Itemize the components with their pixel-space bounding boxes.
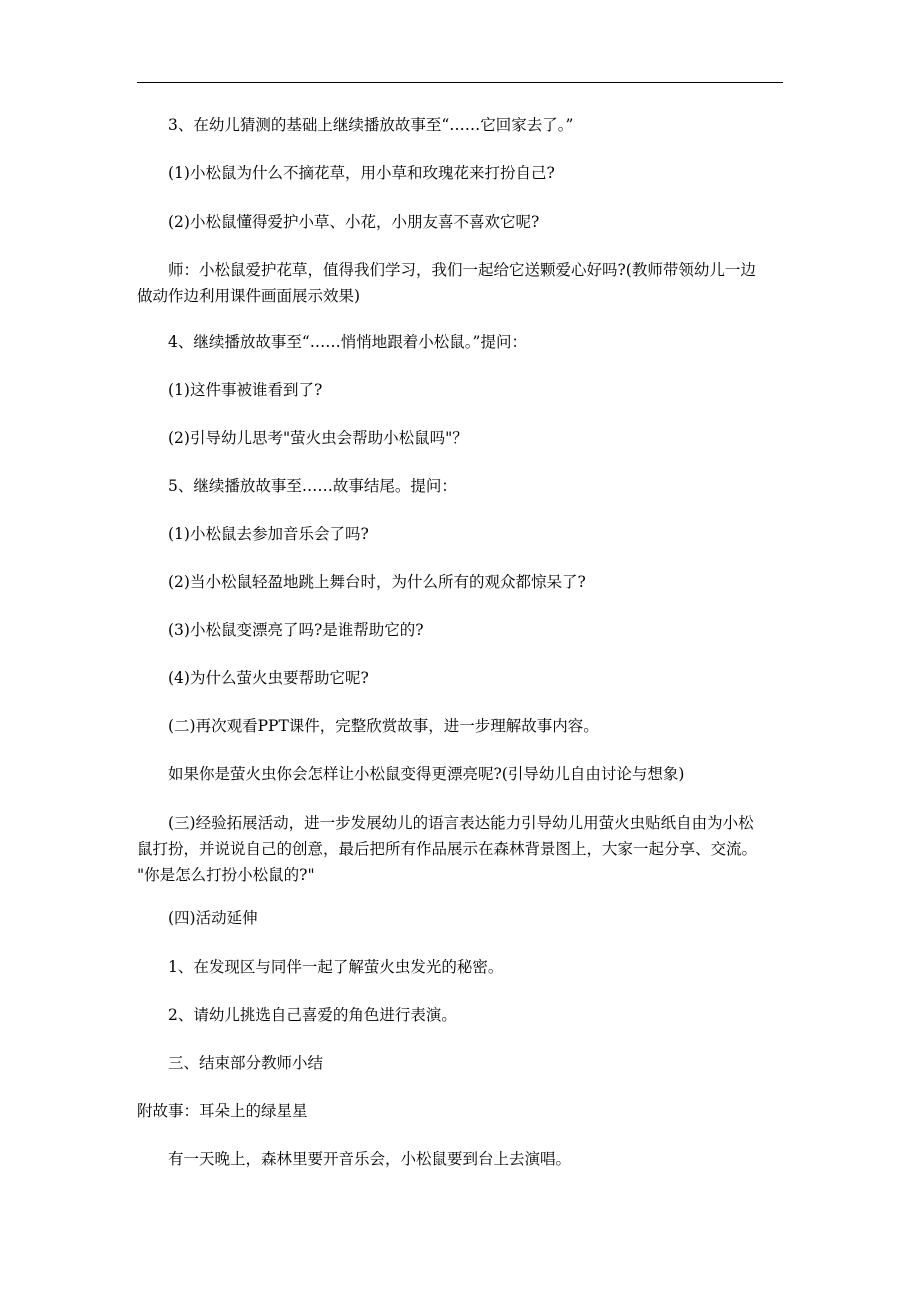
paragraph-extension-1 [137,954,787,980]
paragraph-extension-2 [137,1002,787,1028]
paragraph-question [137,617,787,643]
text-line: (三)经验拓展活动，进一步发展幼儿的语言表达能力引导幼儿用萤火虫贴纸自由为小松 [168,814,754,832]
text-line: (2)引导幼儿思考"萤火虫会帮助小松鼠吗"？ [168,429,468,447]
text-line: (四)活动延伸 [168,909,258,927]
text-line: 4、继续播放故事至“……悄悄地跟着小松鼠。”提问： [168,333,527,351]
text-line: (3)小松鼠变漂亮了吗?是谁帮助它的? [168,621,424,639]
text-line: 三、结束部分教师小结 [168,1054,324,1072]
paragraph-question [137,377,787,403]
paragraph-question [137,665,787,691]
paragraph-discussion [137,761,787,787]
text-line: (1)小松鼠去参加音乐会了吗? [168,525,369,543]
story-title [137,1098,787,1124]
paragraph-section-4 [137,905,787,931]
text-line: 有一天晚上，森林里要开音乐会，小松鼠要到台上去演唱。 [168,1150,572,1168]
paragraph-step-3 [137,112,787,138]
text-line: (二)再次观看PPT课件，完整欣赏故事，进一步理解故事内容。 [168,717,599,735]
text-line: (2)当小松鼠轻盈地跳上舞台时，为什么所有的观众都惊呆了? [168,573,586,591]
text-line: 2、请幼儿挑选自己喜爱的角色进行表演。 [168,1006,457,1024]
story-paragraph [137,1146,787,1172]
text-line: 师：小松鼠爱护花草，值得我们学习，我们一起给它送颗爱心好吗?(教师带领幼儿一边 [168,261,756,279]
paragraph-question [137,521,787,547]
text-line: (2)小松鼠懂得爱护小草、小花，小朋友喜不喜欢它呢? [168,213,540,231]
paragraph-step-5 [137,473,787,499]
paragraph-question [137,425,787,451]
paragraph-question [137,209,787,235]
paragraph-question [137,160,787,186]
paragraph-section-2 [137,713,787,739]
text-line: (1)这件事被谁看到了? [168,381,323,399]
text-line: 鼠打扮，并说说自己的创意，最后把所有作品展示在森林背景图上，大家一起分享、交流。 [137,840,758,858]
paragraph-conclusion [137,1050,787,1076]
paragraph-section-3 [137,810,787,888]
paragraph-step-4 [137,329,787,355]
text-line: (1)小松鼠为什么不摘花草，用小草和玫瑰花来打扮自己? [168,164,555,182]
header-rule [137,82,783,83]
text-line: 3、在幼儿猜测的基础上继续播放故事至“……它回家去了。” [168,116,574,134]
text-line: 5、继续播放故事至……故事结尾。提问： [168,477,457,495]
paragraph-teacher [137,257,787,309]
text-line: 做动作边利用课件画面展示效果) [137,287,361,305]
paragraph-question [137,569,787,595]
text-line: 附故事：耳朵上的绿星星 [137,1102,308,1120]
text-line: 如果你是萤火虫你会怎样让小松鼠变得更漂亮呢?(引导幼儿自由讨论与想象) [168,765,685,783]
text-line: (4)为什么萤火虫要帮助它呢? [168,669,369,687]
text-line: 1、在发现区与同伴一起了解萤火虫发光的秘密。 [168,958,504,976]
text-line: "你是怎么打扮小松鼠的?" [137,866,315,884]
